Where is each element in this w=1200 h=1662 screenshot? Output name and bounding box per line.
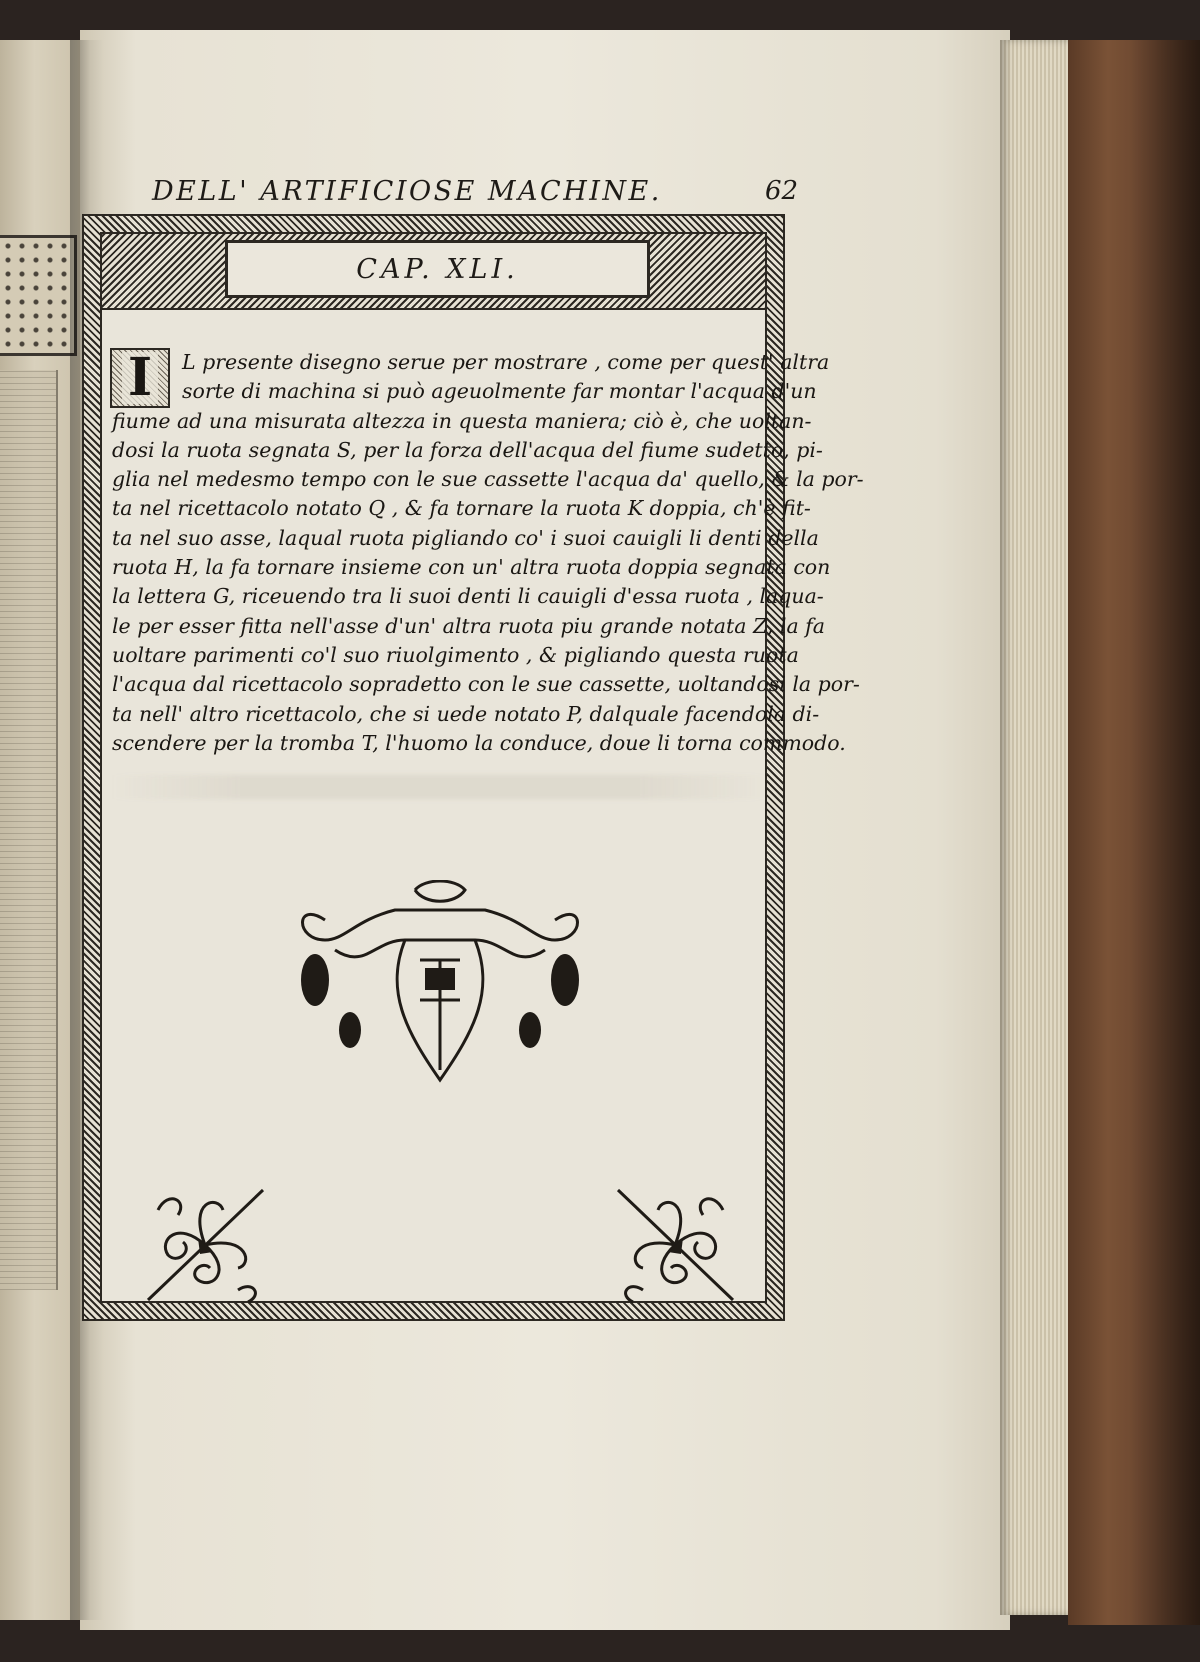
text-line: ta nell' altro ricettacolo, che si uede notato P, dalquale facendola di- [112, 701, 820, 726]
text-line: la lettera G, riceuendo tra li suoi denti li cauigli d'essa ruota , laqua- [112, 584, 824, 609]
fleuron-ornament-left [138, 1180, 273, 1310]
page-number: 62 [765, 176, 799, 206]
cover-shadow [1130, 40, 1200, 1625]
tailpiece-ornament [285, 880, 595, 1095]
text-line: le per esser fitta nell'asse d'un' altra ruota piu grande notata Z, la fa [112, 613, 825, 638]
text-line: scendere per la tromba T, l'huomo la conduce, doue li torna commodo. [112, 730, 846, 755]
chapter-title: CAP. XLI. [356, 253, 519, 285]
text-line: ta nel ricettacolo notato Q , & fa tornare la ruota K doppia, ch'è fit- [112, 496, 811, 521]
show-through-text [110, 775, 770, 799]
facing-page-engraving [0, 370, 58, 1290]
text-line: L presente disegno serue per mostrare , come per quest' altra [182, 350, 830, 374]
running-head: DELL' ARTIFICIOSE MACHINE. [152, 176, 662, 207]
text-line: glia nel medesmo tempo con le sue cassette l'acqua da' quello, & la por- [112, 467, 864, 492]
body-text [112, 348, 864, 758]
facing-page-ornamental-border [0, 235, 77, 356]
text-line: dosi la ruota segnata S, per la forza dell'acqua del fiume sudetto, pi- [112, 437, 823, 462]
text-line: sorte di machina si può ageuolmente far montar l'acqua d'un [182, 379, 817, 404]
text-line: ta nel suo asse, laqual ruota pigliando co' i suoi cauigli li denti della [112, 525, 819, 550]
fleuron-ornament-right [608, 1180, 743, 1310]
text-line: ruota H, la fa tornare insieme con un' altra ruota doppia segnata con [112, 555, 831, 580]
page-edges [1000, 40, 1070, 1615]
text-line: fiume ad una misurata altezza in questa maniera; ciò è, che uoltan- [112, 408, 812, 433]
text-line: l'acqua dal ricettacolo sopradetto con le sue cassette, uoltandosi la por- [112, 672, 860, 697]
text-line: uoltare parimenti co'l suo riuolgimento , & pigliando questa ruota [112, 642, 799, 667]
drop-cap-letter: I [122, 352, 158, 404]
chapter-heading-box [225, 240, 650, 298]
